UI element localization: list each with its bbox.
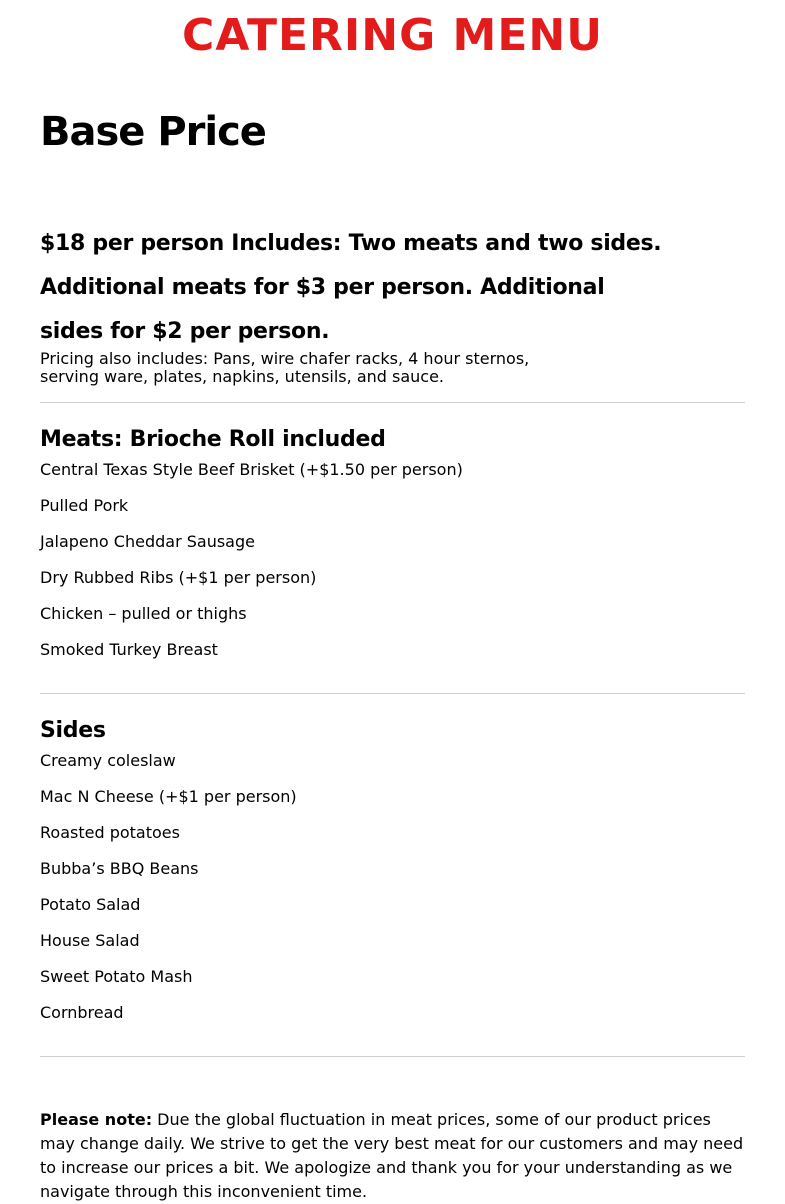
sides-heading: Sides: [40, 718, 106, 743]
section-divider: [40, 693, 745, 694]
meat-item: Chicken – pulled or thighs: [40, 604, 247, 623]
base-price-heading: Base Price: [40, 109, 266, 155]
base-price-line: sides for $2 per person.: [40, 319, 330, 344]
meat-item: Smoked Turkey Breast: [40, 640, 218, 659]
side-item: Potato Salad: [40, 895, 141, 914]
base-price-line: Additional meats for $3 per person. Additional: [40, 275, 605, 300]
side-item: Sweet Potato Mash: [40, 967, 193, 986]
side-item: House Salad: [40, 931, 140, 950]
meat-item: Dry Rubbed Ribs (+$1 per person): [40, 568, 317, 587]
price-fluctuation-note: [40, 1108, 745, 1204]
base-price-line: $18 per person Includes: Two meats and two sides.: [40, 231, 662, 256]
note-label: Please note:: [40, 1110, 153, 1129]
side-item: Mac N Cheese (+$1 per person): [40, 787, 297, 806]
meat-item: Central Texas Style Beef Brisket (+$1.50 per person): [40, 460, 463, 479]
side-item: Creamy coleslaw: [40, 751, 176, 770]
side-item: Bubba’s BBQ Beans: [40, 859, 199, 878]
meats-heading: Meats: Brioche Roll included: [40, 427, 386, 452]
meat-item: Jalapeno Cheddar Sausage: [40, 532, 255, 551]
pricing-includes-line: serving ware, plates, napkins, utensils, and sauce.: [40, 367, 445, 386]
section-divider: [40, 1056, 745, 1057]
page-title: CATERING MENU: [182, 10, 603, 61]
sides-list: [40, 743, 297, 1031]
base-price-details: [40, 222, 662, 354]
side-item: Roasted potatoes: [40, 823, 180, 842]
side-item: Cornbread: [40, 1003, 124, 1022]
note-text: Due the global fluctuation in meat prices, some of our product prices may change daily. We strive to get the very best meat for our customers and may need to increase our prices a bit. We apologize and thank you for your understanding as we navigate through this inconvenient time.: [40, 1110, 744, 1201]
section-divider: [40, 402, 745, 403]
pricing-includes-text: [40, 350, 600, 386]
meat-item: Pulled Pork: [40, 496, 129, 515]
meats-list: [40, 452, 463, 668]
pricing-includes-line: Pricing also includes: Pans, wire chafer racks, 4 hour sternos,: [40, 349, 530, 368]
